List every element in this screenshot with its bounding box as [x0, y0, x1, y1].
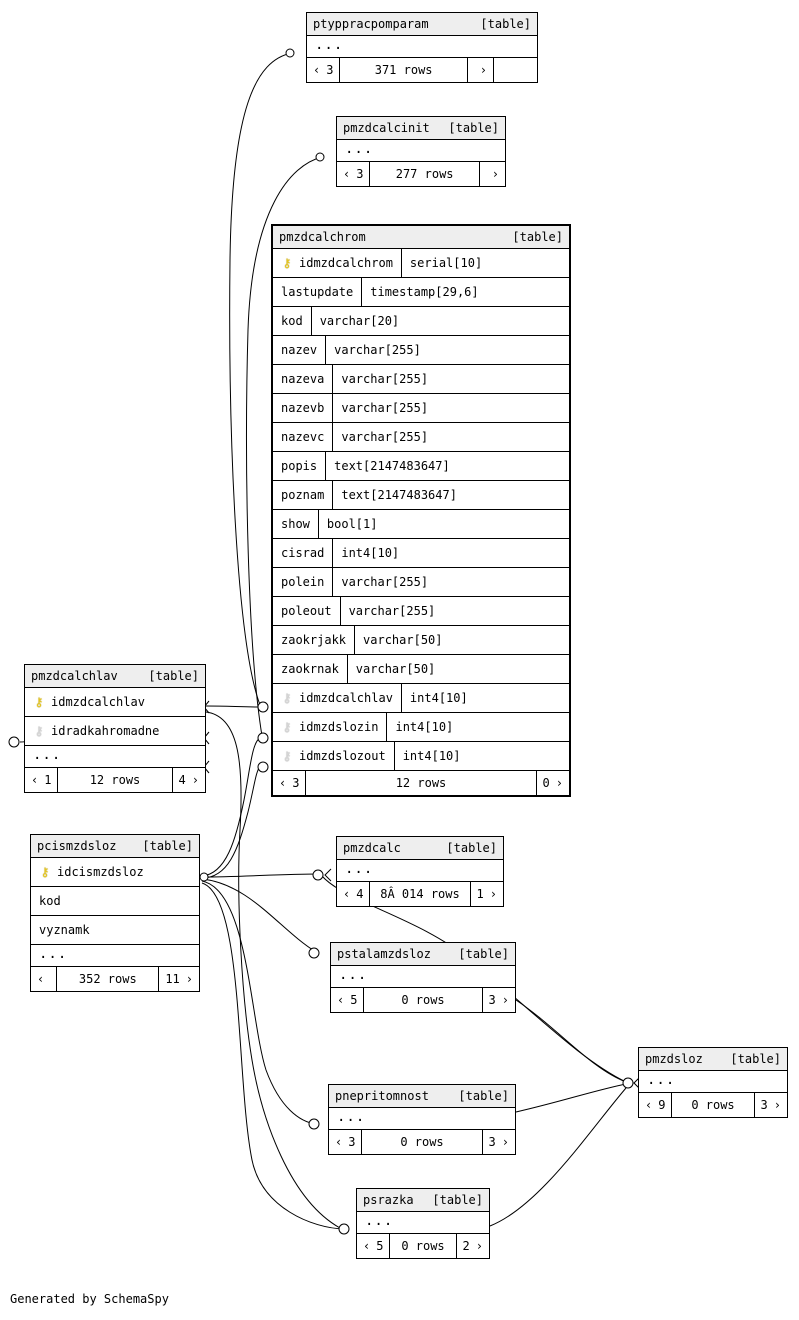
- row-count-cell: 0 rows: [401, 993, 445, 1007]
- table-pmzdcalchlav[interactable]: [24, 664, 206, 793]
- table-pstalamzdsloz[interactable]: [330, 942, 516, 1013]
- table-name: pcismzdsloz: [37, 839, 117, 853]
- column-label: poznam: [281, 488, 325, 502]
- collapsed-columns-ellipsis: ...: [329, 1108, 515, 1130]
- column-name-cell: [273, 597, 340, 625]
- child-count-cell[interactable]: [536, 771, 569, 795]
- child-count-value: 1: [476, 887, 484, 901]
- child-count-cell[interactable]: [482, 988, 515, 1012]
- parent-count-value: 5: [376, 1239, 384, 1253]
- chevron-left-icon: ‹: [31, 773, 39, 787]
- column-label: zaokrjakk: [281, 633, 347, 647]
- column-name-cell: [25, 688, 205, 716]
- column-type-cell: text[2147483647]: [332, 481, 569, 509]
- table-row: [31, 887, 199, 916]
- column-label: cisrad: [281, 546, 325, 560]
- parent-count-value: 9: [658, 1098, 666, 1112]
- column-label: poleout: [281, 604, 332, 618]
- column-type-cell: varchar[255]: [332, 568, 569, 596]
- row-count-cell: 371 rows: [374, 63, 433, 77]
- parent-count-value: 3: [348, 1135, 356, 1149]
- column-label: lastupdate: [281, 285, 354, 299]
- primary-key-icon: ⚷: [282, 256, 292, 270]
- table-name: psrazka: [363, 1193, 414, 1207]
- collapsed-columns-ellipsis: ...: [31, 945, 199, 967]
- column-name-cell: [273, 568, 332, 596]
- table-row: [273, 452, 569, 481]
- table-row: [273, 510, 569, 539]
- column-name-cell: [273, 713, 386, 741]
- table-header-pcismzdsloz[interactable]: [31, 835, 199, 858]
- generated-by-label: Generated by SchemaSpy: [10, 1292, 169, 1306]
- collapsed-columns-ellipsis: ...: [307, 36, 537, 58]
- chevron-left-icon: ‹: [37, 972, 45, 986]
- row-count-cell: 0 rows: [400, 1135, 444, 1149]
- column-name-cell: [273, 365, 332, 393]
- row-count-cell: 0 rows: [401, 1239, 445, 1253]
- column-type-cell: serial[10]: [401, 249, 569, 277]
- column-name-cell: [273, 249, 401, 277]
- child-count-value: 2: [462, 1239, 470, 1253]
- child-count-cell[interactable]: [482, 1130, 515, 1154]
- column-label: idmzdslozin: [299, 720, 379, 734]
- parent-count-value: 3: [292, 776, 300, 790]
- column-label: idcismzdsloz: [57, 865, 144, 879]
- table-pnepritomnost[interactable]: [328, 1084, 516, 1155]
- column-type-cell: timestamp[29,6]: [361, 278, 569, 306]
- column-label: idradkahromadne: [51, 724, 160, 738]
- column-type-cell: varchar[50]: [354, 626, 569, 654]
- row-count-cell: 12 rows: [395, 776, 447, 790]
- column-type-cell: int4[10]: [394, 742, 569, 770]
- chevron-right-icon: ›: [501, 1135, 509, 1149]
- table-row: [273, 539, 569, 568]
- column-name-cell: [273, 278, 361, 306]
- parent-count-value: 5: [350, 993, 358, 1007]
- table-footer: [25, 768, 205, 792]
- row-count-cell: 12 rows: [89, 773, 141, 787]
- chevron-right-icon: ›: [191, 773, 199, 787]
- table-type-label: [table]: [730, 1052, 781, 1066]
- column-name-cell: [273, 742, 394, 770]
- table-header-ptyppracpomparam[interactable]: [307, 13, 537, 36]
- table-row: [273, 655, 569, 684]
- row-count-cell: 0 rows: [691, 1098, 735, 1112]
- row-count-cell: 8Â 014 rows: [380, 887, 460, 901]
- row-count-cell: 277 rows: [395, 167, 454, 181]
- column-label: nazevc: [281, 430, 325, 444]
- column-name-cell: [31, 858, 199, 886]
- parent-count-cell[interactable]: [639, 1093, 672, 1117]
- column-name-cell: [273, 452, 325, 480]
- table-name: pstalamzdsloz: [337, 947, 431, 961]
- column-type-cell: varchar[50]: [347, 655, 569, 683]
- column-type-cell: varchar[255]: [340, 597, 569, 625]
- table-type-label: [table]: [446, 841, 497, 855]
- table-row: [273, 713, 569, 742]
- table-row: [25, 688, 205, 717]
- table-row: [273, 568, 569, 597]
- chevron-left-icon: ‹: [645, 1098, 653, 1112]
- collapsed-columns-ellipsis: ...: [357, 1212, 489, 1234]
- column-type-cell: bool[1]: [318, 510, 569, 538]
- parent-count-cell[interactable]: [357, 1234, 390, 1258]
- chevron-right-icon: ›: [479, 63, 487, 77]
- foreign-key-icon: ⚷: [282, 720, 292, 734]
- table-pmzdcalcinit[interactable]: [336, 116, 506, 187]
- parent-count-cell[interactable]: [273, 771, 306, 795]
- column-type-cell: int4[10]: [332, 539, 569, 567]
- column-name-cell: [273, 684, 401, 712]
- table-row: [273, 249, 569, 278]
- table-footer: [307, 58, 537, 82]
- chevron-left-icon: ‹: [337, 993, 345, 1007]
- footer-blank-cell: [493, 58, 537, 82]
- column-name-cell: [273, 539, 332, 567]
- table-type-label: [table]: [480, 17, 531, 31]
- table-header-pmzdcalchrom[interactable]: [273, 226, 569, 249]
- column-name-cell: [273, 307, 311, 335]
- column-type-cell: varchar[255]: [325, 336, 569, 364]
- table-pmzdcalc[interactable]: [336, 836, 504, 907]
- table-footer: [329, 1130, 515, 1154]
- table-type-label: [table]: [142, 839, 193, 853]
- column-name-cell: [273, 510, 318, 538]
- table-header-pnepritomnost[interactable]: [329, 1085, 515, 1108]
- column-label: nazeva: [281, 372, 325, 386]
- child-count-cell[interactable]: [467, 58, 493, 82]
- table-type-label: [table]: [458, 1089, 509, 1103]
- chevron-left-icon: ‹: [279, 776, 287, 790]
- table-row: [273, 626, 569, 655]
- column-name-cell: [273, 626, 354, 654]
- parent-count-cell[interactable]: [331, 988, 364, 1012]
- child-count-cell[interactable]: [479, 162, 505, 186]
- column-label: idmzdslozout: [299, 749, 386, 763]
- table-row: [31, 916, 199, 945]
- chevron-right-icon: ›: [491, 167, 499, 181]
- column-name-cell: [25, 717, 205, 745]
- table-psrazka[interactable]: [356, 1188, 490, 1259]
- column-type-cell: int4[10]: [386, 713, 569, 741]
- column-label: nazevb: [281, 401, 325, 415]
- column-label: idmzdcalchrom: [299, 256, 393, 270]
- column-label: kod: [39, 894, 61, 908]
- chevron-right-icon: ›: [475, 1239, 483, 1253]
- column-type-cell: varchar[255]: [332, 394, 569, 422]
- table-footer: [337, 162, 505, 186]
- chevron-left-icon: ‹: [343, 887, 351, 901]
- table-row: [273, 278, 569, 307]
- table-type-label: [table]: [432, 1193, 483, 1207]
- primary-key-icon: ⚷: [40, 865, 50, 879]
- table-row: [273, 742, 569, 771]
- foreign-key-icon: ⚷: [34, 724, 44, 738]
- table-type-label: [table]: [148, 669, 199, 683]
- chevron-right-icon: ›: [555, 776, 563, 790]
- column-type-cell: varchar[255]: [332, 423, 569, 451]
- primary-key-icon: ⚷: [34, 695, 44, 709]
- parent-count-cell[interactable]: [337, 162, 370, 186]
- table-type-label: [table]: [458, 947, 509, 961]
- chevron-left-icon: ‹: [313, 63, 321, 77]
- collapsed-columns-ellipsis: ...: [337, 860, 503, 882]
- table-name: pmzdsloz: [645, 1052, 703, 1066]
- table-footer: [331, 988, 515, 1012]
- table-name: pnepritomnost: [335, 1089, 429, 1103]
- child-count-value: 3: [760, 1098, 768, 1112]
- collapsed-columns-ellipsis: ...: [331, 966, 515, 988]
- table-footer: [273, 771, 569, 795]
- table-header-pmzdcalchlav[interactable]: [25, 665, 205, 688]
- child-count-cell[interactable]: [158, 967, 199, 991]
- column-type-cell: varchar[20]: [311, 307, 569, 335]
- column-label: kod: [281, 314, 303, 328]
- column-label: polein: [281, 575, 325, 589]
- chevron-right-icon: ›: [185, 972, 193, 986]
- table-header-pstalamzdsloz[interactable]: [331, 943, 515, 966]
- parent-count-value: 3: [356, 167, 364, 181]
- child-count-value: 11: [165, 972, 180, 986]
- foreign-key-icon: ⚷: [282, 749, 292, 763]
- column-label: show: [281, 517, 310, 531]
- column-type-cell: text[2147483647]: [325, 452, 569, 480]
- table-row: [273, 336, 569, 365]
- column-name-cell: [273, 394, 332, 422]
- table-header-pmzdcalcinit[interactable]: [337, 117, 505, 140]
- column-label: nazev: [281, 343, 318, 357]
- foreign-key-icon: ⚷: [282, 691, 292, 705]
- collapsed-columns-ellipsis: ...: [25, 746, 205, 768]
- table-row: [273, 481, 569, 510]
- child-count-cell[interactable]: [754, 1093, 787, 1117]
- row-count-cell: 352 rows: [78, 972, 137, 986]
- table-name: ptyppracpomparam: [313, 17, 429, 31]
- child-count-value: 4: [178, 773, 186, 787]
- column-label: vyznamk: [39, 923, 90, 937]
- table-row: [273, 307, 569, 336]
- column-name-cell: [273, 336, 325, 364]
- table-footer: [357, 1234, 489, 1258]
- table-footer: [31, 967, 199, 991]
- table-pmzdsloz[interactable]: [638, 1047, 788, 1118]
- parent-count-value: 3: [326, 63, 334, 77]
- table-row: [273, 394, 569, 423]
- column-label: idmzdcalchlav: [51, 695, 145, 709]
- child-count-value: 3: [488, 993, 496, 1007]
- column-label: zaokrnak: [281, 662, 339, 676]
- table-name: pmzdcalcinit: [343, 121, 430, 135]
- table-type-label: [table]: [448, 121, 499, 135]
- column-name-cell: [273, 655, 347, 683]
- chevron-left-icon: ‹: [343, 167, 351, 181]
- chevron-right-icon: ›: [501, 993, 509, 1007]
- child-count-value: 0: [542, 776, 550, 790]
- table-row: [273, 597, 569, 626]
- table-ptyppracpomparam[interactable]: [306, 12, 538, 83]
- table-row: [25, 717, 205, 746]
- column-label: popis: [281, 459, 318, 473]
- chevron-left-icon: ‹: [363, 1239, 371, 1253]
- table-type-label: [table]: [512, 230, 563, 244]
- child-count-cell[interactable]: [456, 1234, 489, 1258]
- collapsed-columns-ellipsis: ...: [639, 1071, 787, 1093]
- parent-count-cell[interactable]: [31, 967, 57, 991]
- table-header-pmzdsloz[interactable]: [639, 1048, 787, 1071]
- collapsed-columns-ellipsis: ...: [337, 140, 505, 162]
- parent-count-cell[interactable]: [307, 58, 340, 82]
- table-row: [31, 858, 199, 887]
- child-count-value: 3: [488, 1135, 496, 1149]
- child-count-cell[interactable]: [470, 882, 503, 906]
- table-footer: [337, 882, 503, 906]
- table-row: [273, 365, 569, 394]
- column-name-cell: [31, 916, 199, 944]
- table-footer: [639, 1093, 787, 1117]
- table-header-psrazka[interactable]: [357, 1189, 489, 1212]
- column-name-cell: [31, 887, 199, 915]
- column-type-cell: int4[10]: [401, 684, 569, 712]
- parent-count-value: 4: [356, 887, 364, 901]
- column-name-cell: [273, 423, 332, 451]
- table-name: pmzdcalchrom: [279, 230, 366, 244]
- column-name-cell: [273, 481, 332, 509]
- chevron-right-icon: ›: [773, 1098, 781, 1112]
- table-name: pmzdcalchlav: [31, 669, 118, 683]
- table-pmzdcalchrom[interactable]: [271, 224, 571, 797]
- table-row: [273, 423, 569, 452]
- table-row: [273, 684, 569, 713]
- parent-count-cell[interactable]: [337, 882, 370, 906]
- parent-count-cell[interactable]: [329, 1130, 362, 1154]
- table-header-pmzdcalc[interactable]: [337, 837, 503, 860]
- chevron-right-icon: ›: [489, 887, 497, 901]
- parent-count-value: 1: [44, 773, 52, 787]
- table-name: pmzdcalc: [343, 841, 401, 855]
- table-pcismzdsloz[interactable]: [30, 834, 200, 992]
- column-type-cell: varchar[255]: [332, 365, 569, 393]
- chevron-left-icon: ‹: [335, 1135, 343, 1149]
- child-count-cell[interactable]: [172, 768, 205, 792]
- column-label: idmzdcalchlav: [299, 691, 393, 705]
- parent-count-cell[interactable]: [25, 768, 58, 792]
